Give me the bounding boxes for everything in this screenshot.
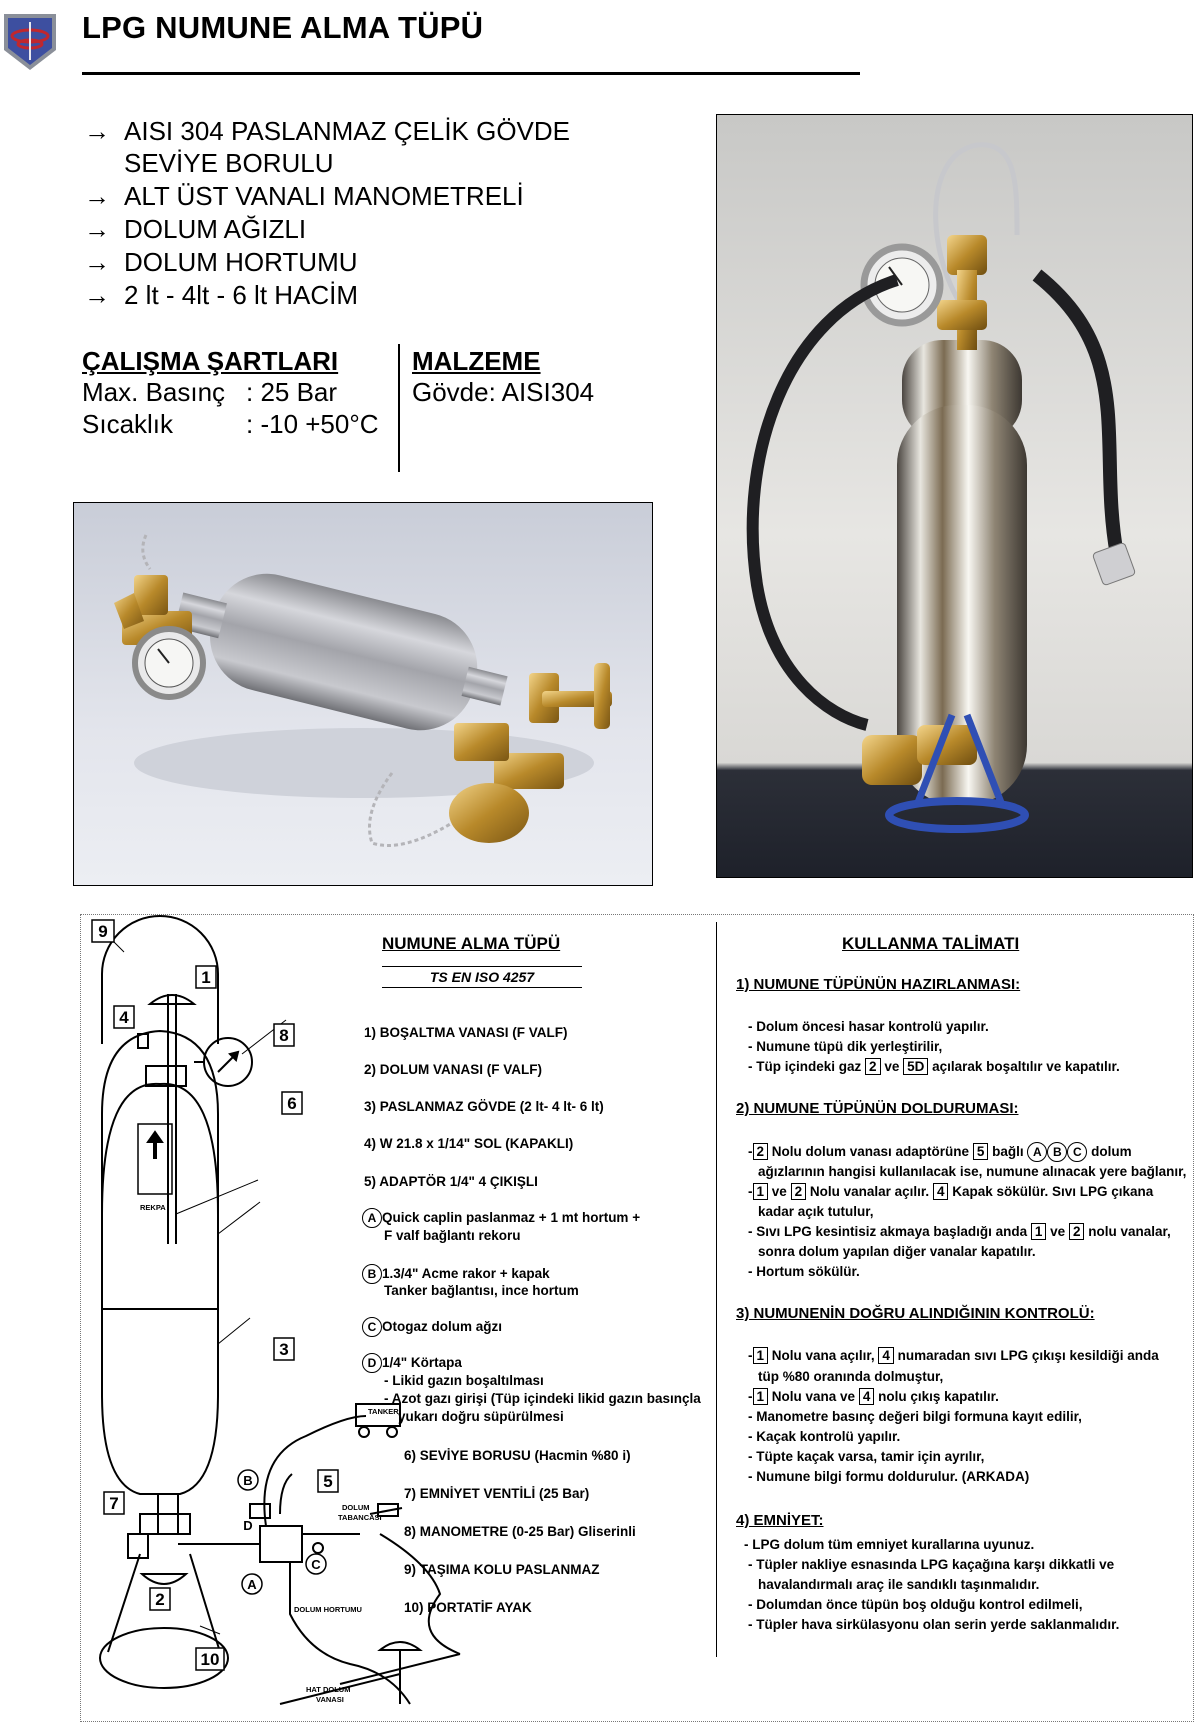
rekpa-label: REKPA [140,1203,166,1212]
section-4-heading: 4) EMNİYET: [736,1512,824,1529]
label-6: 6 [287,1094,297,1113]
label-d: D [243,1518,253,1533]
part-5: 5) ADAPTÖR 1/4" 4 ÇIKIŞLI [364,1174,538,1189]
s3-line-4: - Manometre basınç değeri bilgi formuna kayıt edilir, [748,1409,1082,1424]
adapter-d-line2: - Likid gazın boşaltılması [384,1373,544,1388]
adapter-d-line3: - Azot gazı girişi (Tüp içindeki likid gazın basınçla [384,1391,701,1406]
adapter-b: B 1.3/4" Acme rakor + kapak [362,1264,550,1284]
part-1: 1) BOŞALTMA VANASI (F VALF) [364,1025,568,1040]
s1-line-1: - Dolum öncesi hasar kontrolü yapılır. [748,1019,989,1034]
company-logo [2,12,58,72]
arrow-right-icon: → [84,214,110,244]
label-2: 2 [155,1590,165,1609]
s1-line-3: - Tüp içindeki gaz 2 ve 5D açılarak boşaltılır ve kapatılır. [748,1059,1120,1074]
adapter-d: D 1/4" Körtapa [362,1353,462,1373]
hat-dolum-label-1: HAT DOLUM [306,1685,351,1694]
adapter-d-line4: yukarı doğru süpürülmesi [398,1409,564,1424]
pressure-value: : 25 Bar [246,377,338,407]
s2-line-3: - 1 ve 2 Nolu vanalar açılır. 4 Kapak sökülür. Sıvı LPG çıkana [748,1184,1154,1199]
label-1: 1 [201,968,211,987]
adapter-c: C Otogaz dolum ağzı [362,1317,502,1337]
instructions-divider [716,922,717,1657]
feature-item: → ALT ÜST VANALI MANOMETRELİ [84,181,524,211]
page-title: LPG NUMUNE ALMA TÜPÜ [82,10,484,45]
label-10: 10 [200,1650,220,1669]
feature-item: → DOLUM AĞIZLI [84,214,307,244]
instructions-title: KULLANMA TALİMATI [842,934,1020,953]
pressure-label: Max. Basınç [82,377,226,407]
feature-item: → DOLUM HORTUMU [84,247,358,277]
label-8: 8 [279,1026,289,1045]
part-3: 3) PASLANMAZ GÖVDE (2 lt- 4 lt- 6 lt) [364,1099,604,1114]
title-divider [82,72,860,75]
part-4: 4) W 21.8 x 1/14" SOL (KAPAKLI) [364,1136,574,1151]
arrow-right-icon: → [84,116,110,146]
label-9: 9 [98,922,108,941]
s3-line-1: - 1 Nolu vana açılır, 4 numaradan sıvı LPG çıkışı kesildiği anda [748,1348,1159,1363]
label-4: 4 [119,1008,129,1027]
dolum-hortumu-label: DOLUM HORTUMU [294,1605,362,1614]
s2-line-7: - Hortum sökülür. [748,1264,860,1279]
s2-line-4: kadar açık tutulur, [758,1204,874,1219]
adapter-b-line2: Tanker bağlantısı, ince hortum [384,1283,579,1298]
adapter-a-line2: F valf bağlantı rekoru [384,1228,521,1243]
s3-line-3: - 1 Nolu vana ve 4 nolu çıkış kapatılır. [748,1389,999,1404]
arrow-right-icon: → [84,181,110,211]
arrow-right-icon: → [84,247,110,277]
s4-line-3: havalandırmalı araç ile sandıklı taşınmalıdır. [758,1577,1040,1592]
s3-line-5: - Kaçak kontrolü yapılır. [748,1429,901,1444]
part-6: 6) SEVİYE BORUSU (Hacmin %80 i) [404,1448,631,1463]
temperature-value: : -10 +50°C [246,409,379,439]
part-8: 8) MANOMETRE (0-25 Bar) Gliserinli [404,1524,636,1539]
s3-line-2: tüp %80 oranında dolmuştur, [758,1369,944,1384]
label-7: 7 [109,1494,119,1513]
part-9: 9) TAŞIMA KOLU PASLANMAZ [404,1562,600,1577]
dolum-tabancasi-label-1: DOLUM [342,1503,370,1512]
s4-line-4: - Dolumdan önce tüpün boş olduğu kontrol edilmeli, [748,1597,1083,1612]
product-photo-horizontal [73,502,653,886]
s3-line-7: - Numune bilgi formu doldurulur. (ARKADA) [748,1469,1030,1484]
diagram-title: NUMUNE ALMA TÜPÜ [382,934,561,953]
conditions-heading: ÇALIŞMA ŞARTLARI [82,346,339,376]
part-7: 7) EMNİYET VENTİLİ (25 Bar) [404,1486,590,1501]
section-3-heading: 3) NUMUNENİN DOĞRU ALINDIĞININ KONTROLÜ: [736,1305,1095,1322]
hat-dolum-label-2: VANASI [316,1695,344,1704]
feature-item: → 2 lt - 4lt - 6 lt HACİM [84,280,359,310]
s3-line-6: - Tüpte kaçak varsa, tamir için ayrılır, [748,1449,985,1464]
material-heading: MALZEME [412,346,541,376]
s4-line-5: - Tüpler hava sirkülasyonu olan serin yerde saklanmalıdır. [748,1617,1120,1632]
feature-item: → AISI 304 PASLANMAZ ÇELİK GÖVDE [84,116,571,146]
adapter-a: A Quick caplin paslanmaz + 1 mt hortum + [362,1208,640,1228]
s2-line-6: sonra dolum yapılan diğer vanalar kapatılır. [758,1244,1036,1259]
diagram-standard: TS EN ISO 4257 [382,966,582,988]
section-divider [398,344,400,472]
s1-line-2: - Numune tüpü dik yerleştirilir, [748,1039,943,1054]
s2-line-2: ağızlarının hangisi kullanılacak ise, numune alınacak yere bağlanır, [758,1164,1187,1179]
product-photo-vertical [716,114,1193,878]
label-a: A [247,1577,257,1592]
section-2-heading: 2) NUMUNE TÜPÜNÜN DOLDURUMASI: [736,1100,1019,1117]
label-3: 3 [279,1340,289,1359]
label-b: B [243,1473,253,1488]
s2-line-5: - Sıvı LPG kesintisiz akmaya başladığı anda 1 ve 2 nolu vanalar, [748,1224,1171,1239]
s4-line-2: - Tüpler nakliye esnasında LPG kaçağına karşı dikkatli ve [748,1557,1115,1572]
material-body: Gövde: AISI304 [412,377,595,407]
label-c: C [311,1557,321,1572]
label-5: 5 [323,1472,333,1491]
tanker-label: TANKER [368,1407,399,1416]
dolum-tabancasi-label-2: TABANCASI [338,1513,382,1522]
s2-line-1: - 2 Nolu dolum vanası adaptörüne 5 bağlı A B C dolum [748,1142,1132,1162]
part-2: 2) DOLUM VANASI (F VALF) [364,1062,542,1077]
section-1-heading: 1) NUMUNE TÜPÜNÜN HAZIRLANMASI: [736,976,1021,993]
temperature-label: Sıcaklık [82,409,174,439]
s4-line-1: - LPG dolum tüm emniyet kurallarına uyunuz. [744,1537,1035,1552]
arrow-right-icon: → [84,280,110,310]
part-10: 10) PORTATİF AYAK [404,1600,532,1615]
feature-item: SEVİYE BORULU [124,148,334,178]
